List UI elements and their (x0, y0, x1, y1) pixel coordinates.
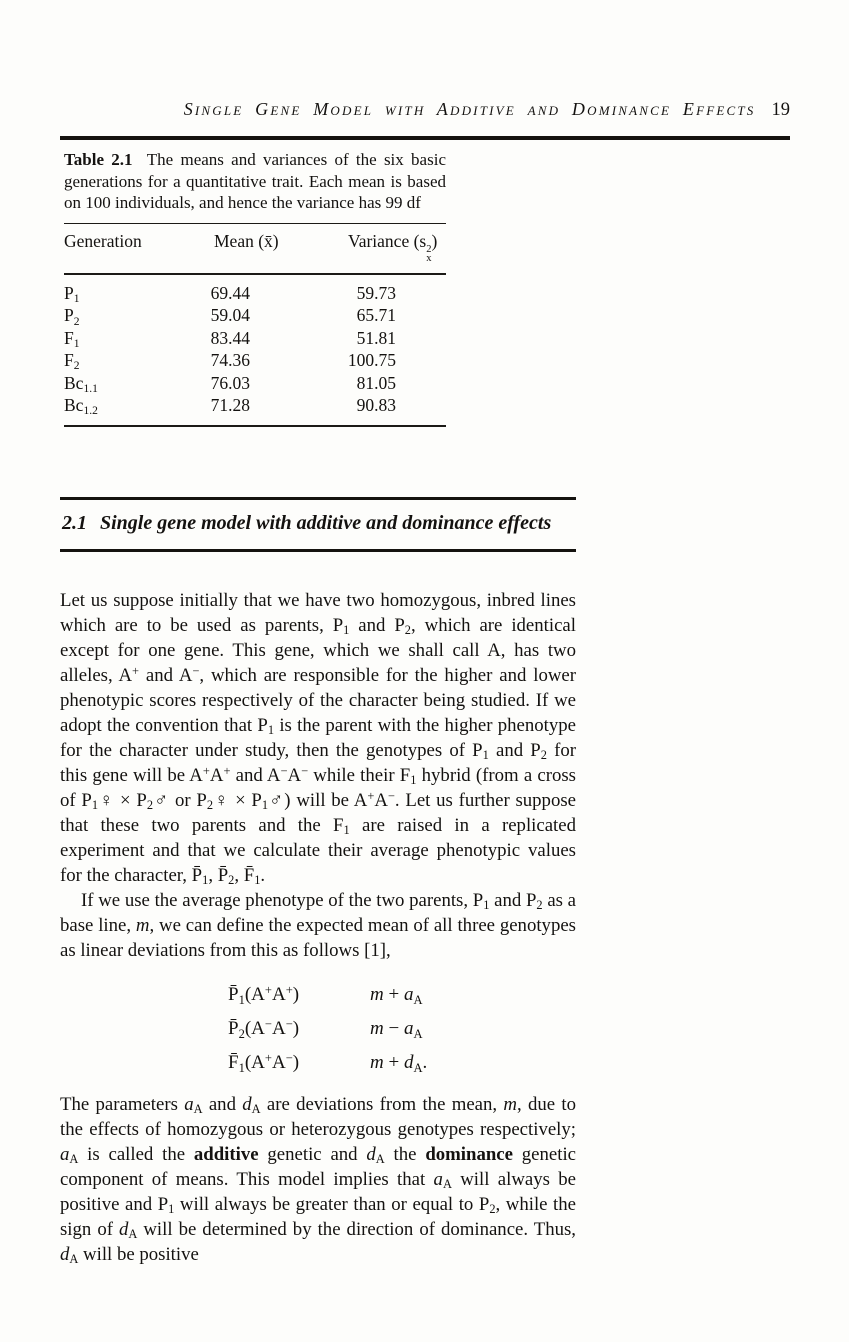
paragraph-1: Let us suppose initially that we have two homozygous, inbred lines which are to be used as parents, $P_1$ and $P_2$, which are identical except for one gene. This gene, which we shall call A, has two alleles, A+ and A−, which are responsible for the higher and lower phenotypic scores respectively of the character being studied. If we adopt the convention that $P_1$ is the parent with the higher phenotype for the character under study, then the genotypes of $P_1$ and $P_2$ for this gene will be A+A+ and A−A− while their $F_1$ hybrid (from a cross of $P_1♀$ × $P_2♂$ or $P_2♀$ × $P_1♂$) will be A+A−. Let us further suppose that these two parents and the $F_1$ are raised in a replicated experiment and that we calculate their average phenotypic values for the character, $P̄_1$, $P̄_2$, $F̄_1$. (60, 590, 577, 888)
equation-lhs: $P̄_2(A^-A^-)$ (228, 1016, 300, 1041)
table-bottom-rule (64, 425, 446, 427)
equation-rhs: $m + d_A$. (370, 1052, 428, 1075)
table-2-1 (64, 149, 446, 427)
cell-variance: 90.83 (356, 395, 396, 416)
table-row (64, 394, 446, 416)
table-row (64, 304, 446, 326)
body-text (60, 588, 576, 1267)
equation-block (228, 978, 576, 1080)
cell-mean: 59.04 (210, 305, 250, 326)
cell-variance: 65.71 (356, 305, 396, 326)
equation-row (228, 978, 576, 1012)
table-caption: Table 2.1 The means and variances of the six basic generations for a quantitative trait. Each mean is based on 100 individuals, and hence the variance has 99 df (64, 150, 446, 212)
page-number: 19 (771, 100, 790, 120)
table-row (64, 327, 446, 349)
paragraph-2: If we use the average phenotype of the two parents, $P_1$ and $P_2$ as a base line, m, we can define the expected mean of all three genotypes as linear deviations from this as follows [1], (60, 890, 577, 961)
running-head-title: Single Gene Model with Additive and Dominance Effects (183, 99, 756, 119)
header-rule (60, 136, 790, 140)
equation-row (228, 1012, 576, 1046)
cell-mean: 71.28 (210, 395, 250, 416)
cell-generation: $P_1$ (64, 283, 80, 306)
cell-generation: $F_2$ (64, 350, 80, 373)
cell-mean: 76.03 (210, 372, 250, 393)
section-number: 2.1 (62, 512, 87, 534)
equation-row (228, 1046, 576, 1080)
table-row (64, 372, 446, 394)
cell-generation: $P_2$ (64, 305, 80, 328)
cell-generation: $F_1$ (64, 327, 80, 351)
equation-rhs: $m - a_A$ (370, 1018, 423, 1041)
section-heading (60, 497, 576, 552)
column-header-mean: Mean (x̄) (214, 231, 279, 252)
cell-mean: 74.36 (210, 350, 250, 371)
column-header-variance: Variance (s 2 x ) (348, 231, 438, 265)
equation-lhs: $F̄_1(A^+A^-)$ (228, 1050, 300, 1075)
equation-lhs: $P̄_1(A^+A^+)$ (228, 982, 300, 1007)
cell-variance: 100.75 (347, 350, 396, 371)
running-head (60, 99, 790, 121)
cell-variance: 81.05 (356, 372, 396, 393)
cell-mean: 83.44 (210, 327, 250, 348)
equation-rhs: $m + a_A$ (370, 984, 423, 1007)
cell-generation: $Bc_{1.2}$ (64, 395, 98, 418)
table-body (64, 275, 446, 425)
section-heading-text (60, 500, 576, 549)
section-bottom-rule (60, 549, 576, 552)
cell-generation: $Bc_{1.1}$ (64, 372, 98, 395)
column-header-generation: Generation (64, 231, 142, 252)
cell-variance: 59.73 (356, 283, 396, 304)
table-row (64, 282, 446, 304)
cell-mean: 69.44 (210, 283, 250, 304)
paragraph-3: The parameters $a_A$ and $d_A$ are deviations from the mean, m, due to the effects of homozygous or heterozygous genotypes respectively; $a_A$ is called the additive genetic and $d_A$ the dominance genetic component of means. This model implies that $a_A$ will always be positive and $P_1$ will always be greater than or equal to $P_2$, while the sign of $d_A$ will be determined by the direction of dominance. Thus, $d_A$ will be positive (60, 1094, 577, 1267)
section-title: Single gene model with additive and dominance effects (100, 512, 552, 534)
cell-variance: 51.81 (356, 327, 396, 348)
table-header-row (64, 224, 446, 273)
table-row (64, 349, 446, 371)
